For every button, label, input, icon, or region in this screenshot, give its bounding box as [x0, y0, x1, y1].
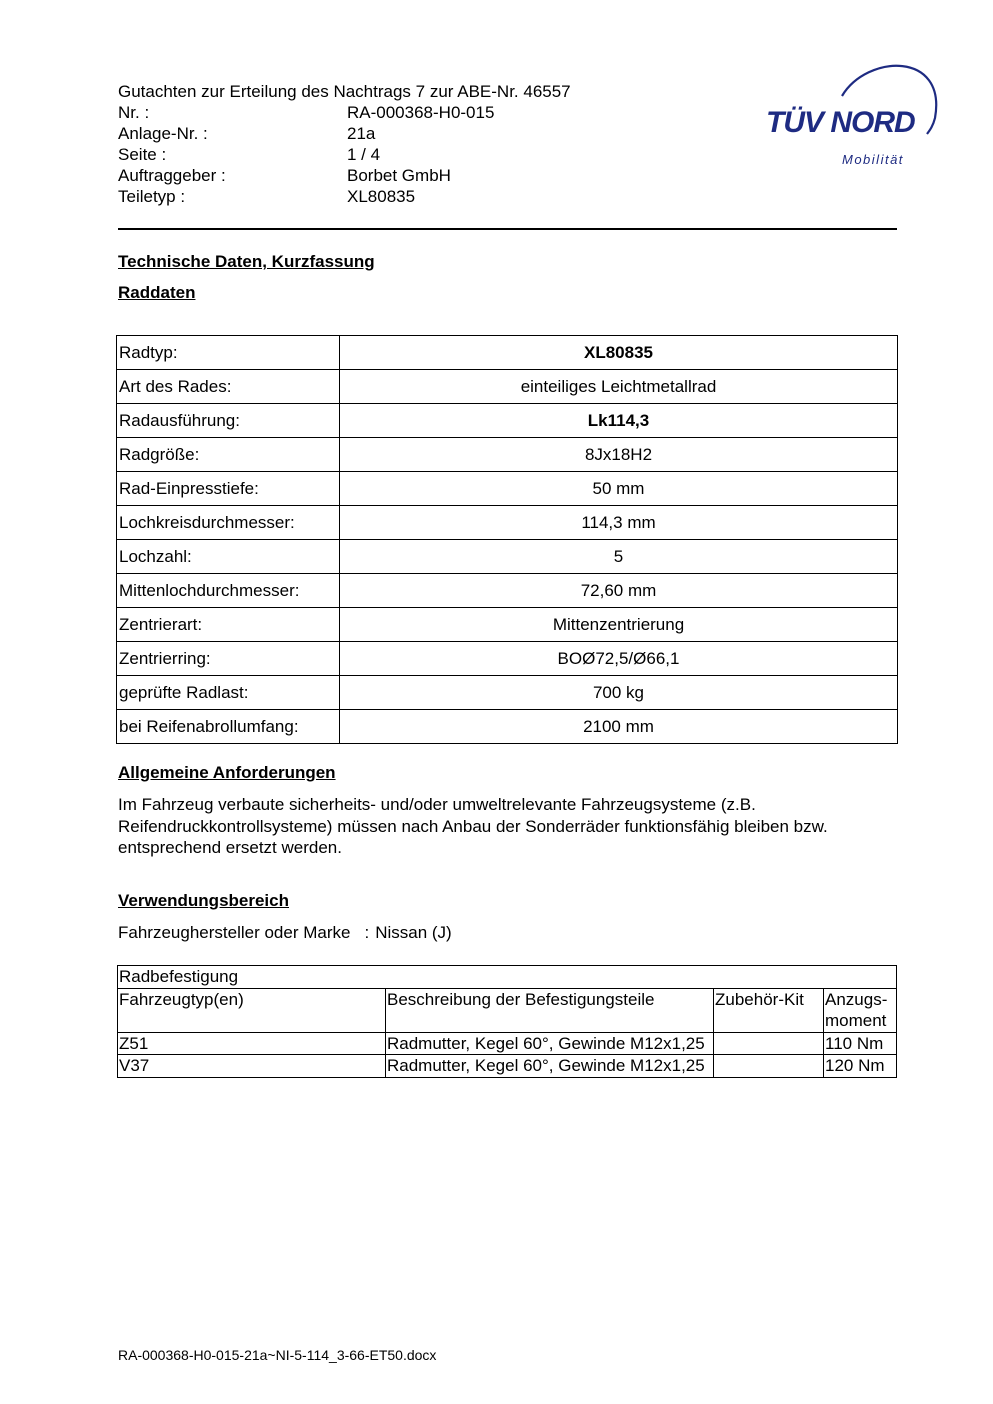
table-row [118, 1055, 897, 1078]
table-row [117, 336, 898, 370]
vehicle-type-cell: V37 [118, 1055, 386, 1078]
wheel-key: Art des Rades: [117, 370, 340, 404]
section-heading-tech: Technische Daten, Kurzfassung [118, 252, 375, 271]
table-row [117, 506, 898, 540]
table-row [117, 404, 898, 438]
header-row-auftraggeber [118, 165, 571, 186]
allgemein-paragraph: Im Fahrzeug verbaute sicherheits- und/oder umweltrelevante Fahrzeugsysteme (z.B. Reifendruckkontrollsysteme) müssen nach Anbau der Sonderräder funktionsfähig bleiben bzw. entsprechend ersetzt werden. [118, 795, 828, 857]
wheel-value: Mittenzentrierung [340, 608, 898, 642]
wheel-value: Lk114,3 [340, 404, 898, 438]
header-value: 21a [347, 124, 376, 143]
column-header: Beschreibung der Befestigungsteile [386, 988, 714, 1032]
maker-separator: : [364, 923, 370, 942]
mounting-caption: Radbefestigung [118, 966, 897, 989]
table-row [118, 1032, 897, 1055]
header-row-nr [118, 102, 571, 123]
header-label: Nr. : [118, 103, 150, 122]
table-row [117, 676, 898, 710]
fastener-desc-cell: Radmutter, Kegel 60°, Gewinde M12x1,25 [386, 1032, 714, 1055]
header-label: Seite : [118, 145, 167, 164]
table-header-row [118, 988, 897, 1032]
wheel-value: 72,60 mm [340, 574, 898, 608]
wheel-key: bei Reifenabrollumfang: [117, 710, 340, 744]
torque-cell: 110 Nm [824, 1032, 897, 1055]
wheel-value: 8Jx18H2 [340, 438, 898, 472]
mounting-table [117, 965, 897, 1078]
wheel-value: 2100 mm [340, 710, 898, 744]
wheel-value: 700 kg [340, 676, 898, 710]
wheel-key: Lochzahl: [117, 540, 340, 574]
wheel-key: Lochkreisdurchmesser: [117, 506, 340, 540]
header-value: RA-000368-H0-015 [347, 103, 495, 122]
torque-cell: 120 Nm [824, 1055, 897, 1078]
header-row-anlage [118, 123, 571, 144]
header-value: 1 / 4 [347, 145, 381, 164]
kit-cell [714, 1032, 824, 1055]
footer-filename: RA-000368-H0-015-21a~NI-5-114_3-66-ET50.docx [118, 1347, 437, 1363]
header-label: Auftraggeber : [118, 166, 226, 185]
header-value: Borbet GmbH [347, 166, 451, 185]
wheel-data-table [116, 335, 898, 744]
fastener-desc-cell: Radmutter, Kegel 60°, Gewinde M12x1,25 [386, 1055, 714, 1078]
wheel-key: Zentrierart: [117, 608, 340, 642]
wheel-value: BOØ72,5/Ø66,1 [340, 642, 898, 676]
vehicle-type-cell: Z51 [118, 1032, 386, 1055]
wheel-key: Zentrierring: [117, 642, 340, 676]
table-row [118, 966, 897, 989]
wheel-key: Radgröße: [117, 438, 340, 472]
wheel-key: geprüfte Radlast: [117, 676, 340, 710]
table-row [117, 642, 898, 676]
table-row [117, 472, 898, 506]
table-row [117, 438, 898, 472]
maker-label: Fahrzeughersteller oder Marke [118, 923, 351, 942]
column-header: Fahrzeugtyp(en) [118, 988, 386, 1032]
wheel-key: Radausführung: [117, 404, 340, 438]
column-header: Anzugs-moment [824, 988, 897, 1032]
table-row [117, 608, 898, 642]
wheel-value: 5 [340, 540, 898, 574]
column-header: Zubehör-Kit [714, 988, 824, 1032]
header-row-seite [118, 144, 571, 165]
wheel-value: einteiliges Leichtmetallrad [340, 370, 898, 404]
table-row [117, 574, 898, 608]
document-title: Gutachten zur Erteilung des Nachtrags 7 zur ABE-Nr. 46557 [118, 82, 571, 101]
section-heading-raddaten: Raddaten [118, 283, 196, 302]
maker-value: Nissan (J) [375, 923, 452, 942]
table-row [117, 710, 898, 744]
table-row [117, 370, 898, 404]
header-label: Anlage-Nr. : [118, 124, 208, 143]
header-label: Teiletyp : [118, 187, 186, 206]
wheel-key: Radtyp: [117, 336, 340, 370]
section-heading-verwendung: Verwendungsbereich [118, 891, 289, 910]
document-header [118, 81, 571, 207]
wheel-key: Mittenlochdurchmesser: [117, 574, 340, 608]
logo-brand-text: TÜV NORD [766, 106, 915, 139]
header-row-teiletyp [118, 186, 571, 207]
section-heading-allgemein: Allgemeine Anforderungen [118, 763, 336, 782]
wheel-value: 114,3 mm [340, 506, 898, 540]
kit-cell [714, 1055, 824, 1078]
logo-subtitle: Mobilität [842, 152, 904, 167]
vehicle-maker-line [118, 923, 452, 943]
wheel-value: XL80835 [340, 336, 898, 370]
table-row [117, 540, 898, 574]
header-value: XL80835 [347, 187, 416, 206]
header-divider [118, 228, 897, 230]
wheel-value: 50 mm [340, 472, 898, 506]
tuv-nord-logo [762, 56, 942, 172]
wheel-key: Rad-Einpresstiefe: [117, 472, 340, 506]
